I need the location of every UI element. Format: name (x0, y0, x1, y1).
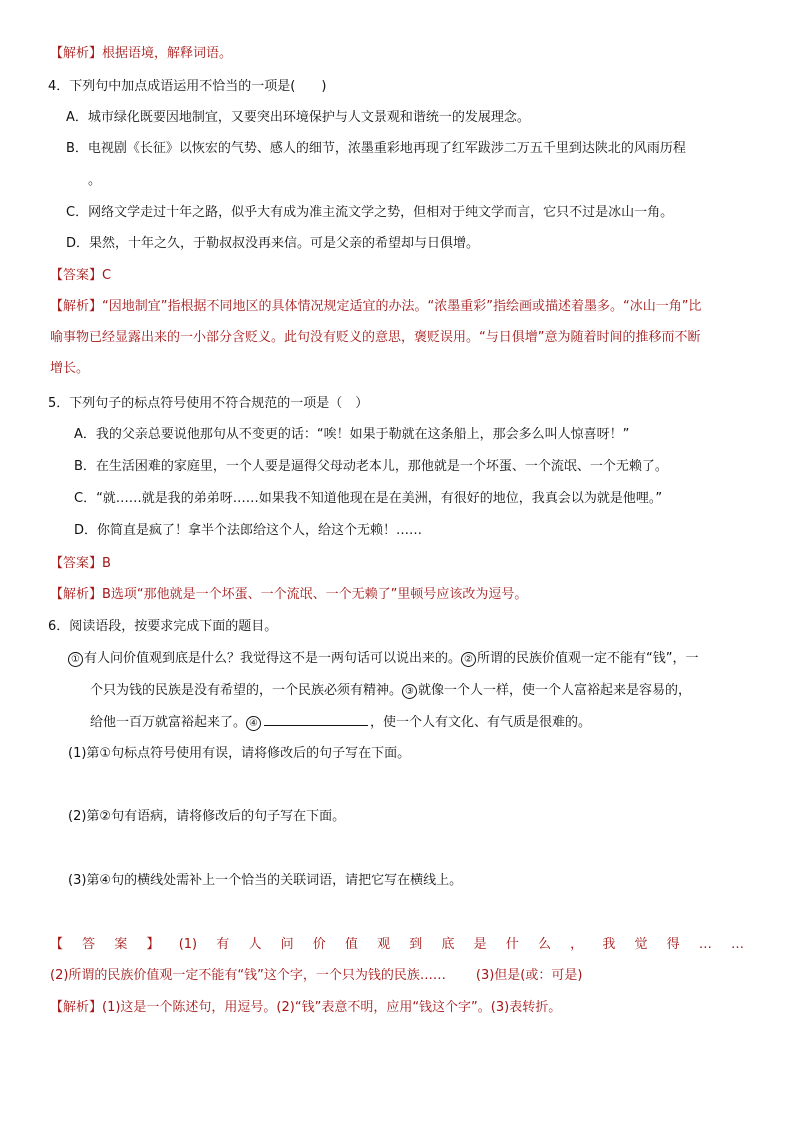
sentence-number-3: ③ (402, 684, 417, 699)
q5-option-b: B．在生活困难的家庭里，一个人要是逼得父母动老本儿，那他就是一个坏蛋、一个流氓、一个无赖了。 (74, 459, 668, 474)
answer-value: C (102, 268, 112, 283)
q3-analysis (50, 45, 232, 63)
q5-option-c: C．“就……就是我的弟弟呀……如果我不知道他现在是在美洲，有很好的地位，我真会以为就是他哩。” (74, 491, 663, 506)
answer-label: 【答案】 (50, 556, 103, 571)
answer-char: 值 (344, 937, 358, 952)
analysis-text: “因地制宜”指根据不同地区的具体情况规定适宜的办法。“浓墨重彩”指绘画或描述着墨多。“冰山一角”比 (102, 299, 702, 314)
q4-option-b: B．电视剧《长征》以恢宏的气势、感人的细节，浓墨重彩地再现了红军跋涉二万五千里到达陕北的风雨历程 (66, 141, 686, 156)
sentence-number-4: ④ (246, 716, 261, 731)
answer-char: 【 (50, 937, 64, 952)
answer-char: 答 (82, 937, 96, 952)
answer-char: 么 (537, 937, 551, 952)
sentence-number-1: ① (68, 652, 83, 667)
q4-option-d: D．果然，十年之久，于勒叔叔没再来信。可是父亲的希望却与日俱增。 (66, 236, 480, 251)
answer-char: 是 (473, 937, 487, 952)
q4-analysis-line2: 喻事物已经显露出来的一小部分含贬义。此句没有贬义的意思，褒贬误用。“与日俱增”意为随着时间的推移而不断 (50, 330, 701, 345)
q4-option-a: A．城市绿化既要因地制宜，又要突出环境保护与人文景观和谐统一的发展理念。 (66, 110, 530, 125)
fill-in-blank[interactable] (264, 713, 368, 726)
q4-answer (50, 267, 111, 285)
passage-text: 所谓的民族价值观一定不能有“钱”，一 (477, 651, 699, 666)
q6-analysis (50, 999, 561, 1017)
analysis-text: (1)这是一个陈述句，用逗号。(2)“钱”表意不明，应用“钱这个字”。(3)表转折。 (102, 1000, 562, 1015)
q4-option-b-cont: 。 (88, 173, 102, 188)
answer-char: 有 (216, 937, 230, 952)
q4-stem: 4．下列句中加点成语运用不恰当的一项是( ) (48, 79, 327, 94)
answer-char: 观 (377, 937, 391, 952)
q4-analysis-line3: 增长。 (50, 361, 90, 376)
q6-passage-line1 (68, 650, 699, 668)
answer-char: 人 (248, 937, 262, 952)
answer-char: 问 (280, 937, 294, 952)
q6-sub-question-2: (2)第②句有语病，请将修改后的句子写在下面。 (68, 809, 346, 824)
answer-label: 【答案】 (50, 268, 103, 283)
analysis-text: B选项“那他就是一个坏蛋、一个流氓、一个无赖了”里顿号应该改为逗号。 (102, 587, 528, 602)
analysis-label: 【解析】 (50, 46, 103, 61)
passage-text: 就像一个人一样，使一个人富裕起来是容易的， (418, 683, 692, 698)
q4-option-c: C．网络文学走过十年之路，似乎大有成为准主流文学之势，但相对于纯文学而言，它只不过是冰山一角。 (66, 205, 674, 220)
passage-text: 个只为钱的民族是没有希望的，一个民族必须有精神。 (90, 683, 403, 698)
answer-char: 价 (312, 937, 326, 952)
answer-text: (2)所谓的民族价值观一定不能有“钱”这个字，一个只为钱的民族…… (50, 968, 446, 983)
q6-passage-line3 (90, 713, 591, 732)
answer-char: 什 (505, 937, 519, 952)
answer-text: (3)但是(或：可是) (475, 968, 583, 983)
answer-char: 到 (409, 937, 423, 952)
answer-char: 案 (114, 937, 128, 952)
answer-char: … (731, 937, 744, 952)
q6-sub-question-3: (3)第④句的横线处需补上一个恰当的关联词语，请把它写在横线上。 (68, 873, 463, 888)
answer-char: ， (570, 937, 584, 952)
analysis-label: 【解析】 (50, 587, 103, 602)
q5-answer (50, 555, 111, 573)
q5-analysis (50, 586, 527, 604)
q6-stem: 6．阅读语段，按要求完成下面的题目。 (48, 619, 278, 634)
answer-char: 底 (441, 937, 455, 952)
answer-value: B (102, 556, 111, 571)
q4-analysis (50, 298, 701, 316)
analysis-label: 【解析】 (50, 1000, 103, 1015)
q6-answer-line2 (50, 967, 582, 985)
q6-passage-line2 (90, 682, 691, 700)
answer-char: 觉 (634, 937, 648, 952)
q5-stem: 5．下列句子的标点符号使用不符合规范的一项是（ ） (48, 396, 369, 411)
sentence-number-2: ② (461, 652, 476, 667)
passage-text: ，使一个人有文化、有气质是很难的。 (370, 715, 592, 730)
q6-answer-line1 (50, 936, 744, 954)
q5-option-d: D．你简直是疯了！拿半个法郎给这个人，给这个无赖！…… (74, 523, 423, 538)
q5-option-a: A．我的父亲总要说他那句从不变更的话：“唉！如果于勒就在这条船上，那会多么叫人惊喜呀！” (74, 427, 630, 442)
answer-char: … (698, 937, 712, 952)
analysis-text: 根据语境，解释词语。 (102, 46, 233, 61)
passage-text: 有人问价值观到底是什么？我觉得这不是一两句话可以说出来的。 (84, 651, 462, 666)
answer-char: 】 (146, 937, 160, 952)
q6-sub-question-1: (1)第①句标点符号使用有误，请将修改后的句子写在下面。 (68, 746, 411, 761)
answer-char: (1) (178, 937, 198, 952)
analysis-label: 【解析】 (50, 299, 103, 314)
answer-char: 得 (666, 937, 680, 952)
answer-char: 我 (602, 937, 616, 952)
passage-text: 给他一百万就富裕起来了。 (90, 715, 247, 730)
